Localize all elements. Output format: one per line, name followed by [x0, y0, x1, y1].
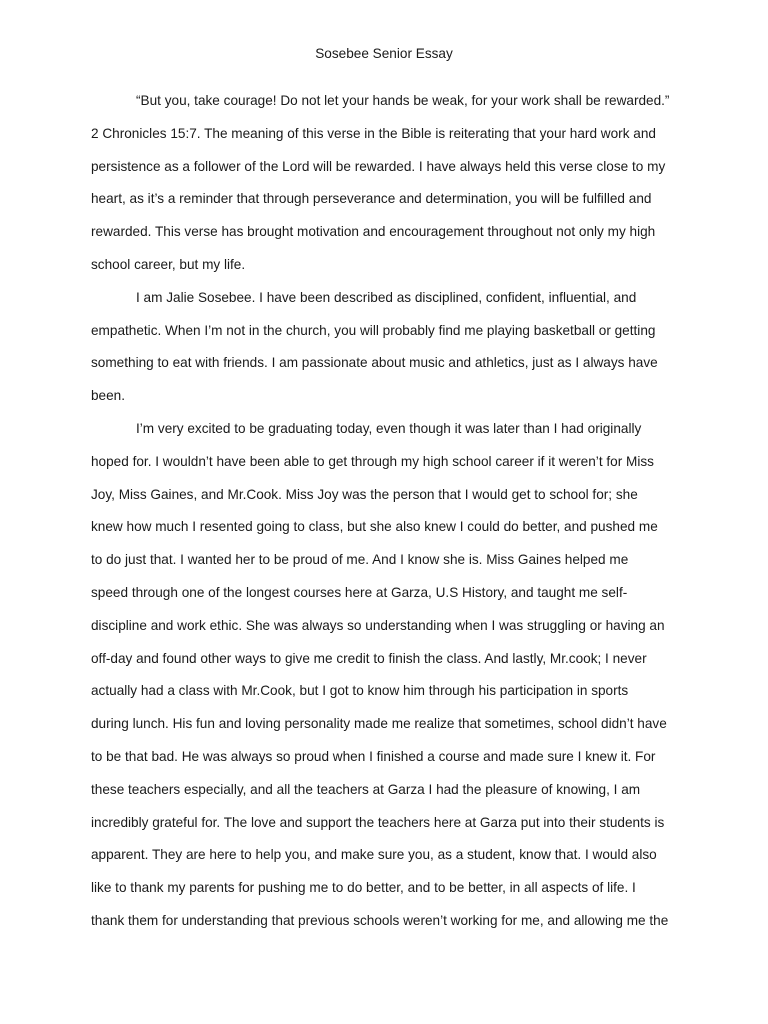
essay-line: discipline and work ethic. She was always so understanding when I was struggling or having an: [91, 617, 665, 633]
essay-line: to do just that. I wanted her to be proud of me. And I know she is. Miss Gaines helped me: [91, 552, 629, 568]
essay-line: I’m very excited to be graduating today, even though it was later than I had originally: [136, 420, 642, 436]
essay-line: been.: [91, 388, 126, 404]
essay-line: off-day and found other ways to give me credit to finish the class. And lastly, Mr.cook; I never: [91, 650, 647, 666]
essay-body: [91, 90, 691, 943]
essay-line: speed through one of the longest courses here at Garza, U.S History, and taught me self-: [91, 584, 628, 600]
essay-line: incredibly grateful for. The love and support the teachers here at Garza put into their students is: [91, 814, 665, 830]
essay-line: knew how much I resented going to class, but she also knew I could do better, and pushed me: [91, 519, 658, 535]
essay-line: hoped for. I wouldn’t have been able to get through my high school career if it weren’t for Miss: [91, 453, 654, 469]
essay-line: empathetic. When I’m not in the church, you will probably find me playing basketball or getting: [91, 322, 656, 338]
essay-line: to be that bad. He was always so proud when I finished a course and made sure I knew it. For: [91, 748, 656, 764]
essay-line: actually had a class with Mr.Cook, but I got to know him through his participation in sports: [91, 683, 629, 699]
essay-line: something to eat with friends. I am passionate about music and athletics, just as I always have: [91, 355, 658, 371]
essay-line: thank them for understanding that previous schools weren’t working for me, and allowing me the: [91, 912, 669, 928]
essay-line: “But you, take courage! Do not let your hands be weak, for your work shall be rewarded.”: [136, 93, 670, 108]
essay-line: persistence as a follower of the Lord will be rewarded. I have always held this verse close to my: [91, 158, 666, 174]
essay-line: Joy, Miss Gaines, and Mr.Cook. Miss Joy was the person that I would get to school for; she: [91, 486, 638, 502]
essay-line: heart, as it’s a reminder that through perseverance and determination, you will be fulfilled and: [91, 191, 652, 207]
page-title: Sosebee Senior Essay: [315, 46, 453, 61]
essay-line: like to thank my parents for pushing me to do better, and to be better, in all aspects of life. I: [91, 880, 636, 896]
essay-line: school career, but my life.: [91, 256, 246, 272]
essay-line: rewarded. This verse has brought motivation and encouragement throughout not only my high: [91, 224, 656, 240]
essay-line: I am Jalie Sosebee. I have been described as disciplined, confident, influential, and: [136, 289, 637, 305]
essay-line: these teachers especially, and all the teachers at Garza I had the pleasure of knowing, I am: [91, 781, 641, 797]
essay-line: during lunch. His fun and loving personality made me realize that sometimes, school didn’t have: [91, 716, 667, 732]
essay-line: apparent. They are here to help you, and make sure you, as a student, know that. I would also: [91, 847, 657, 863]
essay-line: 2 Chronicles 15:7. The meaning of this verse in the Bible is reiterating that your hard work and: [91, 125, 656, 141]
